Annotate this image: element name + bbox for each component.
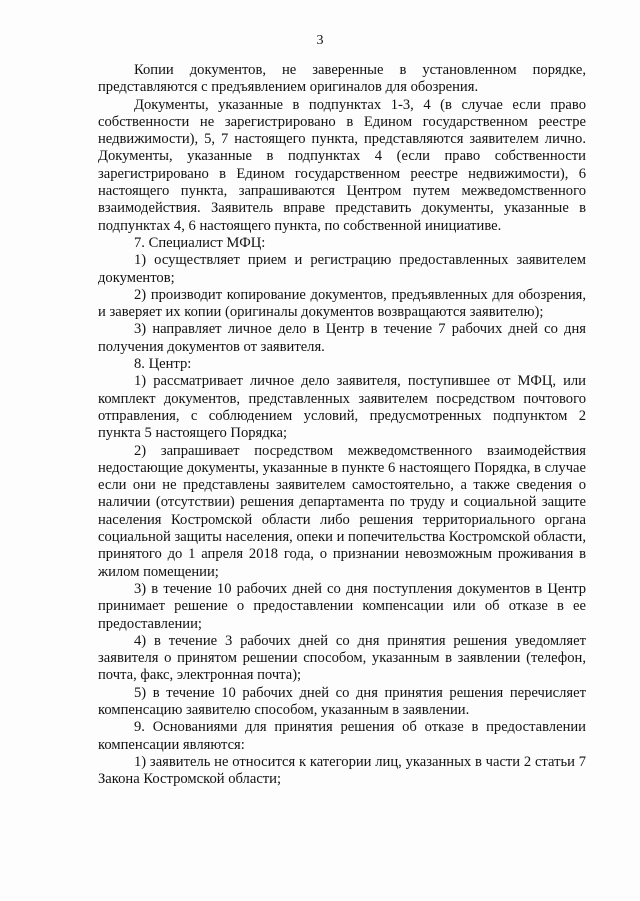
paragraph-8-4: 4) в течение 3 рабочих дней со дня принятия решения уведомляет заявителя о принятом решении способом, указанным в заявлении (телефон, почта, факс, электронная почта); [98,632,586,684]
paragraph-7-1: 1) осуществляет прием и регистрацию предоставленных заявителем документов; [98,252,586,286]
paragraph-section-9-heading: 9. Основаниями для принятия решения об отказе в предоставлении компенсации являются: [98,719,586,753]
paragraph-7-3: 3) направляет личное дело в Центр в течение 7 рабочих дней со дня получения документов от заявителя. [98,321,586,355]
paragraph-8-1: 1) рассматривает личное дело заявителя, поступившее от МФЦ, или комплект документов, представленных заявителем посредством почтового отправления, с соблюдением условий, предусмотренных подпунктом 2 пункта 5 настоящего Порядка; [98,373,586,442]
paragraph-copies-note: Копии документов, не заверенные в установленном порядке, представляются с предъявлением оригиналов для обозрения. [98,62,586,96]
paragraph-7-2: 2) производит копирование документов, предъявленных для обозрения, и заверяет их копии (оригиналы документов возвращаются заявителю); [98,286,586,321]
page-number: 3 [316,33,324,48]
paragraph-section-7-heading: 7. Специалист МФЦ: [134,234,266,251]
paragraph-8-5: 5) в течение 10 рабочих дней со дня принятия решения перечисляет компенсацию заявителю способом, указанным в заявлении. [98,684,586,718]
paragraph-8-2: 2) запрашивает посредством межведомственного взаимодействия недостающие документы, указанные в пункте 6 настоящего Порядка, в случае если они не представлены заявителем самостоятельно, а также сведения о наличии (отсутствии) решения департамента по труду и социальной защите населения Костромской области либо решения территориального органа социальной защиты населения, опеки и попечительства Костромской области, принятого до 1 апреля 2018 года, о признании невозможным проживания в жилом помещении; [98,442,586,580]
paragraph-documents-submission: Документы, указанные в подпунктах 1-3, 4 (в случае если право собственности не зарегистрировано в Едином государственном реестре недвижимости), 5, 7 настоящего пункта, представляются заявителем лично. Документы, указанные в подпунктах 4 (если право собственности зарегистрировано в Едином государственном реестре недвижимости), 6 настоящего пункта, запрашиваются Центром путем межведомственного взаимодействия. Заявитель вправе представить документы, указанные в подпунктах 4, 6 настоящего пункта, по собственной инициативе. [98,96,586,234]
document-body [98,62,586,788]
paragraph-8-3: 3) в течение 10 рабочих дней со дня поступления документов в Центр принимает решение о предоставлении компенсации или об отказе в ее предоставлении; [98,580,586,632]
paragraph-9-1: 1) заявитель не относится к категории лиц, указанных в части 2 статьи 7 Закона Костромской области; [98,753,586,788]
paragraph-section-8-heading: 8. Центр: [134,356,192,373]
